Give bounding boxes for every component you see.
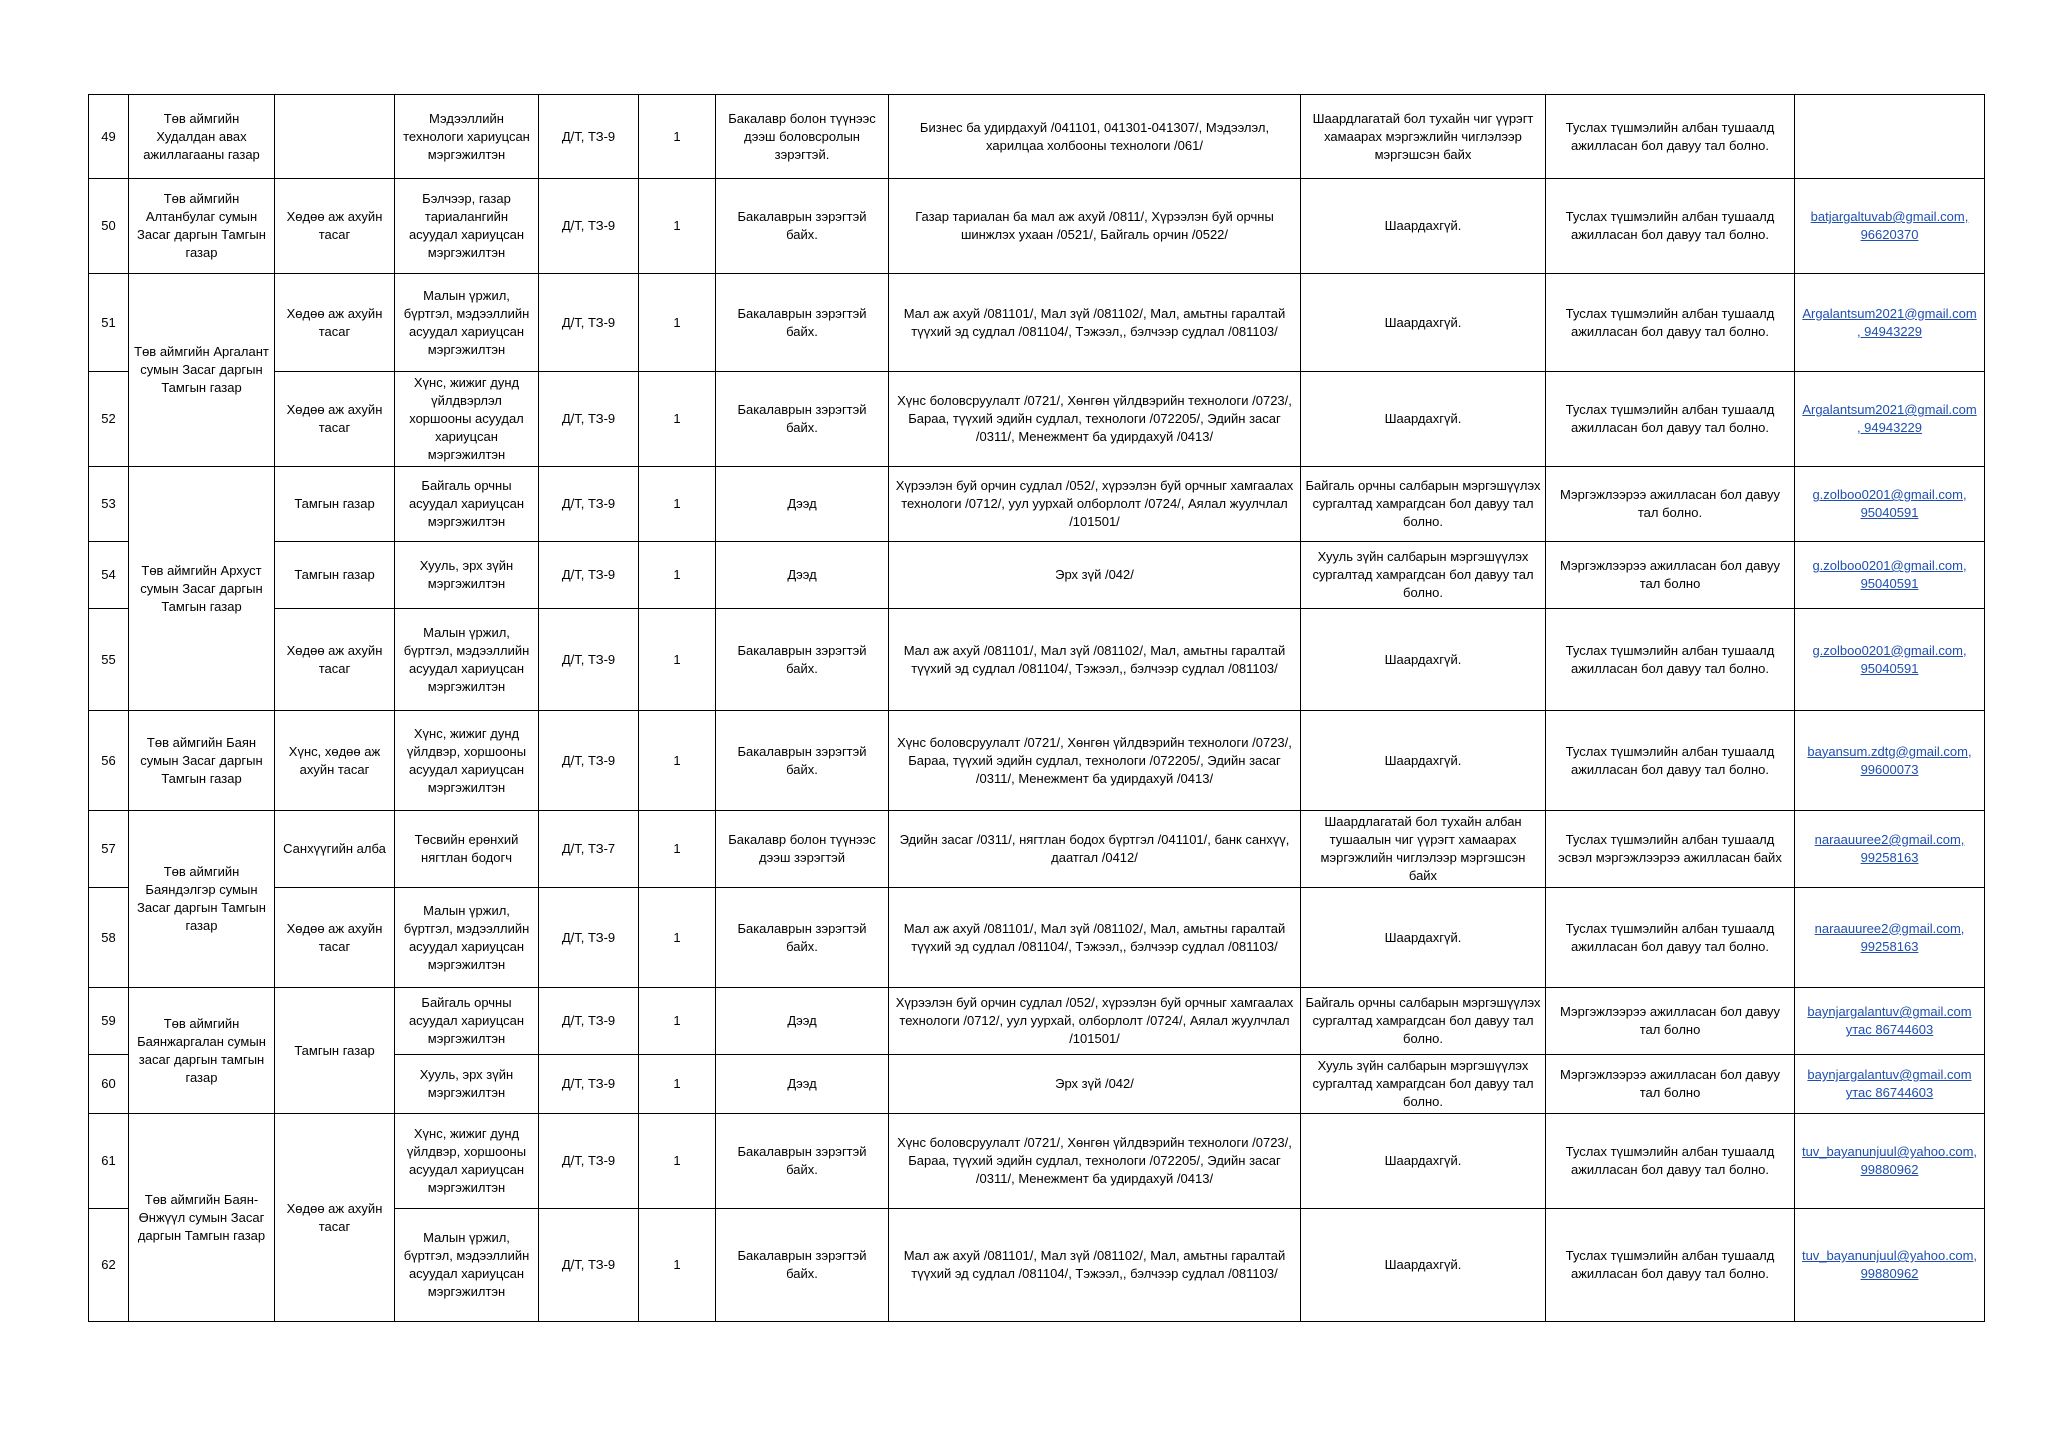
department-cell: Тамгын газар bbox=[275, 542, 395, 609]
department-cell: Хөдөө аж ахуйн тасаг bbox=[275, 372, 395, 467]
contact-email-link[interactable]: g.zolboo0201@gmail.com, bbox=[1812, 558, 1967, 573]
position-cell: Төсвийн ерөнхий нягтлан бодогч bbox=[395, 811, 539, 888]
contact-phone-link[interactable]: 99880962 bbox=[1860, 1266, 1919, 1281]
profession-cell: Хүнс боловсруулалт /0721/, Хөнгөн үйлдвэрийн технологи /0723/, Бараа, түүхий эдийн судлал, технологи /072205/, Эдийн засаг /0311/, Менежмент ба удирдахуй /0413/ bbox=[889, 711, 1301, 811]
experience-cell: Туслах түшмэлийн албан тушаалд ажилласан бол давуу тал болно. bbox=[1546, 711, 1795, 811]
training-cell: Шаардлагатай бол тухайн чиг үүрэгт хамаарах мэргэжлийн чиглэлээр мэргэшсэн байх bbox=[1301, 95, 1546, 179]
row-number: 58 bbox=[89, 888, 129, 988]
rank-cell: Д/Т, ТЗ-9 bbox=[539, 467, 639, 542]
department-cell: Санхүүгийн алба bbox=[275, 811, 395, 888]
training-cell: Байгаль орчны салбарын мэргэшүүлэх сургалтад хамрагдсан бол давуу тал болно. bbox=[1301, 988, 1546, 1055]
quantity-cell: 1 bbox=[639, 95, 716, 179]
organization-cell: Төв аймгийн Аргалант сумын Засаг даргын Тамгын газар bbox=[129, 274, 275, 467]
position-cell: Мэдээллийн технологи хариуцсан мэргэжилтэн bbox=[395, 95, 539, 179]
education-cell: Бакалаврын зэрэгтэй байх. bbox=[716, 1209, 889, 1322]
organization-cell: Төв аймгийн Баяндэлгэр сумын Засаг даргын Тамгын газар bbox=[129, 811, 275, 988]
profession-cell: Хүрээлэн буй орчин судлал /052/, хүрээлэн буй орчныг хамгаалах технологи /0712/, уул уурхай олборлолт /0724/, Аялал жуулчлал /101501/ bbox=[889, 467, 1301, 542]
department-cell: Хүнс, хөдөө аж ахуйн тасаг bbox=[275, 711, 395, 811]
table-row bbox=[89, 988, 1985, 1055]
profession-cell: Хүрээлэн буй орчин судлал /052/, хүрээлэн буй орчныг хамгаалах технологи /0712/, уул уурхай, олборлолт /0724/, Аялал жуулчлал /101501/ bbox=[889, 988, 1301, 1055]
organization-cell: Төв аймгийн Баян-Өнжүүл сумын Засаг даргын Тамгын газар bbox=[129, 1114, 275, 1322]
organization-cell: Төв аймгийн Худалдан авах ажиллагааны газар bbox=[129, 95, 275, 179]
education-cell: Бакалаврын зэрэгтэй байх. bbox=[716, 609, 889, 711]
department-cell: Тамгын газар bbox=[275, 467, 395, 542]
row-number: 54 bbox=[89, 542, 129, 609]
quantity-cell: 1 bbox=[639, 609, 716, 711]
contact-email-link[interactable]: batjargaltuvab@gmail.com, bbox=[1810, 209, 1969, 224]
organization-cell: Төв аймгийн Архуст сумын Засаг даргын Тамгын газар bbox=[129, 467, 275, 711]
quantity-cell: 1 bbox=[639, 711, 716, 811]
contact-cell bbox=[1795, 1209, 1985, 1322]
organization-cell: Төв аймгийн Баянжаргалан сумын засаг даргын тамгын газар bbox=[129, 988, 275, 1114]
experience-cell: Туслах түшмэлийн албан тушаалд ажилласан бол давуу тал болно. bbox=[1546, 888, 1795, 988]
training-cell: Хууль зүйн салбарын мэргэшүүлэх сургалтад хамрагдсан бол давуу тал болно. bbox=[1301, 542, 1546, 609]
training-cell: Хууль зүйн салбарын мэргэшүүлэх сургалтад хамрагдсан бол давуу тал болно. bbox=[1301, 1055, 1546, 1114]
organization-cell: Төв аймгийн Алтанбулаг сумын Засаг даргын Тамгын газар bbox=[129, 179, 275, 274]
row-number: 56 bbox=[89, 711, 129, 811]
row-number: 62 bbox=[89, 1209, 129, 1322]
rank-cell: Д/Т, ТЗ-9 bbox=[539, 274, 639, 372]
position-cell: Малын үржил, бүртгэл, мэдээллийн асуудал хариуцсан мэргэжилтэн bbox=[395, 1209, 539, 1322]
quantity-cell: 1 bbox=[639, 1055, 716, 1114]
contact-email-link[interactable]: naraauuree2@gmail.com, bbox=[1814, 832, 1965, 847]
position-cell: Малын үржил, бүртгэл, мэдээллийн асуудал хариуцсан мэргэжилтэн bbox=[395, 609, 539, 711]
quantity-cell: 1 bbox=[639, 1114, 716, 1209]
training-cell: Шаардахгүй. bbox=[1301, 609, 1546, 711]
department-cell: Хөдөө аж ахуйн тасаг bbox=[275, 1114, 395, 1322]
experience-cell: Туслах түшмэлийн албан тушаалд ажилласан бол давуу тал болно. bbox=[1546, 95, 1795, 179]
contact-phone-link[interactable]: 95040591 bbox=[1860, 505, 1919, 520]
row-number: 60 bbox=[89, 1055, 129, 1114]
table-row bbox=[89, 1114, 1985, 1209]
training-cell: Шаардахгүй. bbox=[1301, 274, 1546, 372]
row-number: 59 bbox=[89, 988, 129, 1055]
contact-phone-link[interactable]: 96620370 bbox=[1860, 227, 1919, 242]
education-cell: Дээд bbox=[716, 988, 889, 1055]
contact-phone-link[interactable]: , 94943229 bbox=[1856, 420, 1923, 435]
contact-cell bbox=[1795, 274, 1985, 372]
contact-phone-link[interactable]: 95040591 bbox=[1860, 576, 1919, 591]
quantity-cell: 1 bbox=[639, 467, 716, 542]
rank-cell: Д/Т, ТЗ-9 bbox=[539, 609, 639, 711]
rank-cell: Д/Т, ТЗ-9 bbox=[539, 179, 639, 274]
experience-cell: Туслах түшмэлийн албан тушаалд ажилласан бол давуу тал болно. bbox=[1546, 1114, 1795, 1209]
position-cell: Малын үржил, бүртгэл, мэдээллийн асуудал хариуцсан мэргэжилтэн bbox=[395, 888, 539, 988]
training-cell: Шаардахгүй. bbox=[1301, 711, 1546, 811]
contact-cell bbox=[1795, 888, 1985, 988]
experience-cell: Мэргэжлээрээ ажилласан бол давуу тал болно bbox=[1546, 1055, 1795, 1114]
rank-cell: Д/Т, ТЗ-9 bbox=[539, 1055, 639, 1114]
contact-cell bbox=[1795, 988, 1985, 1055]
row-number: 51 bbox=[89, 274, 129, 372]
contact-email-link[interactable]: tuv_bayanunjuul@yahoo.com, bbox=[1801, 1248, 1978, 1263]
profession-cell: Эрх зүй /042/ bbox=[889, 1055, 1301, 1114]
position-cell: Байгаль орчны асуудал хариуцсан мэргэжилтэн bbox=[395, 988, 539, 1055]
table-row bbox=[89, 811, 1985, 888]
experience-cell: Мэргэжлээрээ ажилласан бол давуу тал болно. bbox=[1546, 467, 1795, 542]
experience-cell: Туслах түшмэлийн албан тушаалд ажилласан бол давуу тал болно. bbox=[1546, 372, 1795, 467]
experience-cell: Туслах түшмэлийн албан тушаалд ажилласан бол давуу тал болно. bbox=[1546, 274, 1795, 372]
training-cell: Байгаль орчны салбарын мэргэшүүлэх сургалтад хамрагдсан бол давуу тал болно. bbox=[1301, 467, 1546, 542]
position-cell: Хууль, эрх зүйн мэргэжилтэн bbox=[395, 542, 539, 609]
profession-cell: Хүнс боловсруулалт /0721/, Хөнгөн үйлдвэрийн технологи /0723/, Бараа, түүхий эдийн судлал, технологи /072205/, Эдийн засаг /0311/, Менежмент ба удирдахуй /0413/ bbox=[889, 372, 1301, 467]
quantity-cell: 1 bbox=[639, 542, 716, 609]
department-cell bbox=[275, 95, 395, 179]
position-cell: Малын үржил, бүртгэл, мэдээллийн асуудал хариуцсан мэргэжилтэн bbox=[395, 274, 539, 372]
contact-email-link[interactable]: tuv_bayanunjuul@yahoo.com, bbox=[1801, 1144, 1978, 1159]
profession-cell: Мал аж ахуй /081101/, Мал зүй /081102/, Мал, амьтны гаралтай түүхий эд судлал /081104/, Тэжээл,, бэлчээр судлал /081103/ bbox=[889, 609, 1301, 711]
department-cell: Тамгын газар bbox=[275, 988, 395, 1114]
education-cell: Бакалаврын зэрэгтэй байх. bbox=[716, 888, 889, 988]
education-cell: Дээд bbox=[716, 1055, 889, 1114]
contact-email-link[interactable]: g.zolboo0201@gmail.com, bbox=[1812, 642, 1967, 658]
position-cell: Хүнс, жижиг дунд үйлдвэрлэл хоршооны асуудал хариуцсан мэргэжилтэн bbox=[395, 372, 539, 467]
profession-cell: Бизнес ба удирдахуй /041101, 041301-041307/, Мэдээлэл, харилцаа холбооны технологи /061/ bbox=[889, 95, 1301, 179]
department-cell: Хөдөө аж ахуйн тасаг bbox=[275, 888, 395, 988]
organization-cell: Төв аймгийн Баян сумын Засаг даргын Тамгын газар bbox=[129, 711, 275, 811]
quantity-cell: 1 bbox=[639, 274, 716, 372]
contact-email-link[interactable]: Argalantsum2021@gmail.com bbox=[1802, 402, 1977, 417]
contact-phone-link[interactable]: , 94943229 bbox=[1856, 323, 1923, 339]
profession-cell: Мал аж ахуй /081101/, Мал зүй /081102/, Мал, амьтны гаралтай түүхий эд судлал /081104/, Тэжээл,, бэлчээр судлал /081103/ bbox=[889, 888, 1301, 988]
row-number: 52 bbox=[89, 372, 129, 467]
experience-cell: Мэргэжлээрээ ажилласан бол давуу тал болно bbox=[1546, 542, 1795, 609]
quantity-cell: 1 bbox=[639, 372, 716, 467]
profession-cell: Газар тариалан ба мал аж ахуй /0811/, Хүрээлэн буй орчны шинжлэх ухаан /0521/, Байгаль орчин /0522/ bbox=[889, 179, 1301, 274]
quantity-cell: 1 bbox=[639, 1209, 716, 1322]
training-cell: Шаардлагатай бол тухайн албан тушаалын чиг үүрэгт хамаарах мэргэжлийн чиглэлээр мэргэшсэн байх bbox=[1301, 811, 1546, 888]
position-cell: Хүнс, жижиг дунд үйлдвэр, хоршооны асуудал хариуцсан мэргэжилтэн bbox=[395, 1114, 539, 1209]
profession-cell: Хүнс боловсруулалт /0721/, Хөнгөн үйлдвэрийн технологи /0723/, Бараа, түүхий эдийн судлал, технологи /072205/, Эдийн засаг /0311/, Менежмент ба удирдахуй /0413/ bbox=[889, 1114, 1301, 1209]
table-row bbox=[89, 609, 1985, 711]
contact-phone-link[interactable]: утас 86744603 bbox=[1845, 1085, 1934, 1100]
table-row bbox=[89, 95, 1985, 179]
row-number: 49 bbox=[89, 95, 129, 179]
contact-cell bbox=[1795, 811, 1985, 888]
contact-email-link[interactable]: baynjargalantuv@gmail.com bbox=[1807, 1004, 1972, 1019]
contact-phone-link[interactable]: 99258163 bbox=[1860, 850, 1919, 865]
education-cell: Дээд bbox=[716, 542, 889, 609]
department-cell: Хөдөө аж ахуйн тасаг bbox=[275, 179, 395, 274]
position-cell: Байгаль орчны асуудал хариуцсан мэргэжилтэн bbox=[395, 467, 539, 542]
experience-cell: Туслах түшмэлийн албан тушаалд эсвэл мэргэжлээрээ ажилласан байх bbox=[1546, 811, 1795, 888]
contact-email-link[interactable]: naraauuree2@gmail.com, bbox=[1814, 920, 1965, 936]
rank-cell: Д/Т, ТЗ-9 bbox=[539, 988, 639, 1055]
experience-cell: Мэргэжлээрээ ажилласан бол давуу тал болно bbox=[1546, 988, 1795, 1055]
vacancy-table bbox=[88, 94, 1985, 1322]
contact-cell bbox=[1795, 467, 1985, 542]
rank-cell: Д/Т, ТЗ-7 bbox=[539, 811, 639, 888]
education-cell: Бакалаврын зэрэгтэй байх. bbox=[716, 274, 889, 372]
education-cell: Дээд bbox=[716, 467, 889, 542]
contact-phone-link[interactable]: 95040591 bbox=[1860, 660, 1919, 676]
contact-cell bbox=[1795, 179, 1985, 274]
rank-cell: Д/Т, ТЗ-9 bbox=[539, 1209, 639, 1322]
rank-cell: Д/Т, ТЗ-9 bbox=[539, 95, 639, 179]
department-cell: Хөдөө аж ахуйн тасаг bbox=[275, 274, 395, 372]
table-row bbox=[89, 711, 1985, 811]
contact-email-link[interactable]: baynjargalantuv@gmail.com bbox=[1807, 1067, 1972, 1082]
training-cell: Шаардахгүй. bbox=[1301, 372, 1546, 467]
contact-phone-link[interactable]: утас 86744603 bbox=[1845, 1022, 1934, 1037]
contact-email-link[interactable]: bayansum.zdtg@gmail.com, bbox=[1807, 743, 1972, 759]
position-cell: Хууль, эрх зүйн мэргэжилтэн bbox=[395, 1055, 539, 1114]
profession-cell: Мал аж ахуй /081101/, Мал зүй /081102/, Мал, амьтны гаралтай түүхий эд судлал /081104/, Тэжээл,, бэлчээр судлал /081103/ bbox=[889, 1209, 1301, 1322]
training-cell: Шаардахгүй. bbox=[1301, 888, 1546, 988]
position-cell: Бэлчээр, газар тариалангийн асуудал хариуцсан мэргэжилтэн bbox=[395, 179, 539, 274]
row-number: 53 bbox=[89, 467, 129, 542]
quantity-cell: 1 bbox=[639, 811, 716, 888]
experience-cell: Туслах түшмэлийн албан тушаалд ажилласан бол давуу тал болно. bbox=[1546, 179, 1795, 274]
education-cell: Бакалаврын зэрэгтэй байх. bbox=[716, 1114, 889, 1209]
contact-cell bbox=[1795, 95, 1985, 179]
table-row bbox=[89, 542, 1985, 609]
experience-cell: Туслах түшмэлийн албан тушаалд ажилласан бол давуу тал болно. bbox=[1546, 1209, 1795, 1322]
rank-cell: Д/Т, ТЗ-9 bbox=[539, 1114, 639, 1209]
row-number: 57 bbox=[89, 811, 129, 888]
rank-cell: Д/Т, ТЗ-9 bbox=[539, 888, 639, 988]
contact-cell bbox=[1795, 372, 1985, 467]
contact-cell bbox=[1795, 711, 1985, 811]
contact-cell bbox=[1795, 1055, 1985, 1114]
contact-email-link[interactable]: g.zolboo0201@gmail.com, bbox=[1812, 487, 1967, 502]
contact-phone-link[interactable]: 99600073 bbox=[1860, 761, 1919, 777]
contact-cell bbox=[1795, 542, 1985, 609]
contact-phone-link[interactable]: 99258163 bbox=[1860, 938, 1919, 954]
training-cell: Шаардахгүй. bbox=[1301, 1209, 1546, 1322]
quantity-cell: 1 bbox=[639, 179, 716, 274]
training-cell: Шаардахгүй. bbox=[1301, 1114, 1546, 1209]
profession-cell: Мал аж ахуй /081101/, Мал зүй /081102/, Мал, амьтны гаралтай түүхий эд судлал /081104/, Тэжээл,, бэлчээр судлал /081103/ bbox=[889, 274, 1301, 372]
education-cell: Бакалаврын зэрэгтэй байх. bbox=[716, 179, 889, 274]
table-row bbox=[89, 888, 1985, 988]
table-row bbox=[89, 467, 1985, 542]
quantity-cell: 1 bbox=[639, 988, 716, 1055]
education-cell: Бакалавр болон түүнээс дээш зэрэгтэй bbox=[716, 811, 889, 888]
experience-cell: Туслах түшмэлийн албан тушаалд ажилласан бол давуу тал болно. bbox=[1546, 609, 1795, 711]
profession-cell: Эдийн засаг /0311/, нягтлан бодох бүртгэл /041101/, банк санхүү, даатгал /0412/ bbox=[889, 811, 1301, 888]
contact-cell bbox=[1795, 1114, 1985, 1209]
rank-cell: Д/Т, ТЗ-9 bbox=[539, 542, 639, 609]
training-cell: Шаардахгүй. bbox=[1301, 179, 1546, 274]
row-number: 55 bbox=[89, 609, 129, 711]
contact-email-link[interactable]: Argalantsum2021@gmail.com bbox=[1802, 305, 1977, 321]
education-cell: Бакалаврын зэрэгтэй байх. bbox=[716, 372, 889, 467]
quantity-cell: 1 bbox=[639, 888, 716, 988]
rank-cell: Д/Т, ТЗ-9 bbox=[539, 711, 639, 811]
table-row bbox=[89, 274, 1985, 372]
row-number: 61 bbox=[89, 1114, 129, 1209]
education-cell: Бакалавр болон түүнээс дээш боловсролын зэрэгтэй. bbox=[716, 95, 889, 179]
education-cell: Бакалаврын зэрэгтэй байх. bbox=[716, 711, 889, 811]
contact-phone-link[interactable]: 99880962 bbox=[1860, 1162, 1919, 1177]
table-row bbox=[89, 179, 1985, 274]
table-row bbox=[89, 372, 1985, 467]
position-cell: Хүнс, жижиг дунд үйлдвэр, хоршооны асуудал хариуцсан мэргэжилтэн bbox=[395, 711, 539, 811]
rank-cell: Д/Т, ТЗ-9 bbox=[539, 372, 639, 467]
row-number: 50 bbox=[89, 179, 129, 274]
profession-cell: Эрх зүй /042/ bbox=[889, 542, 1301, 609]
contact-cell bbox=[1795, 609, 1985, 711]
department-cell: Хөдөө аж ахуйн тасаг bbox=[275, 609, 395, 711]
